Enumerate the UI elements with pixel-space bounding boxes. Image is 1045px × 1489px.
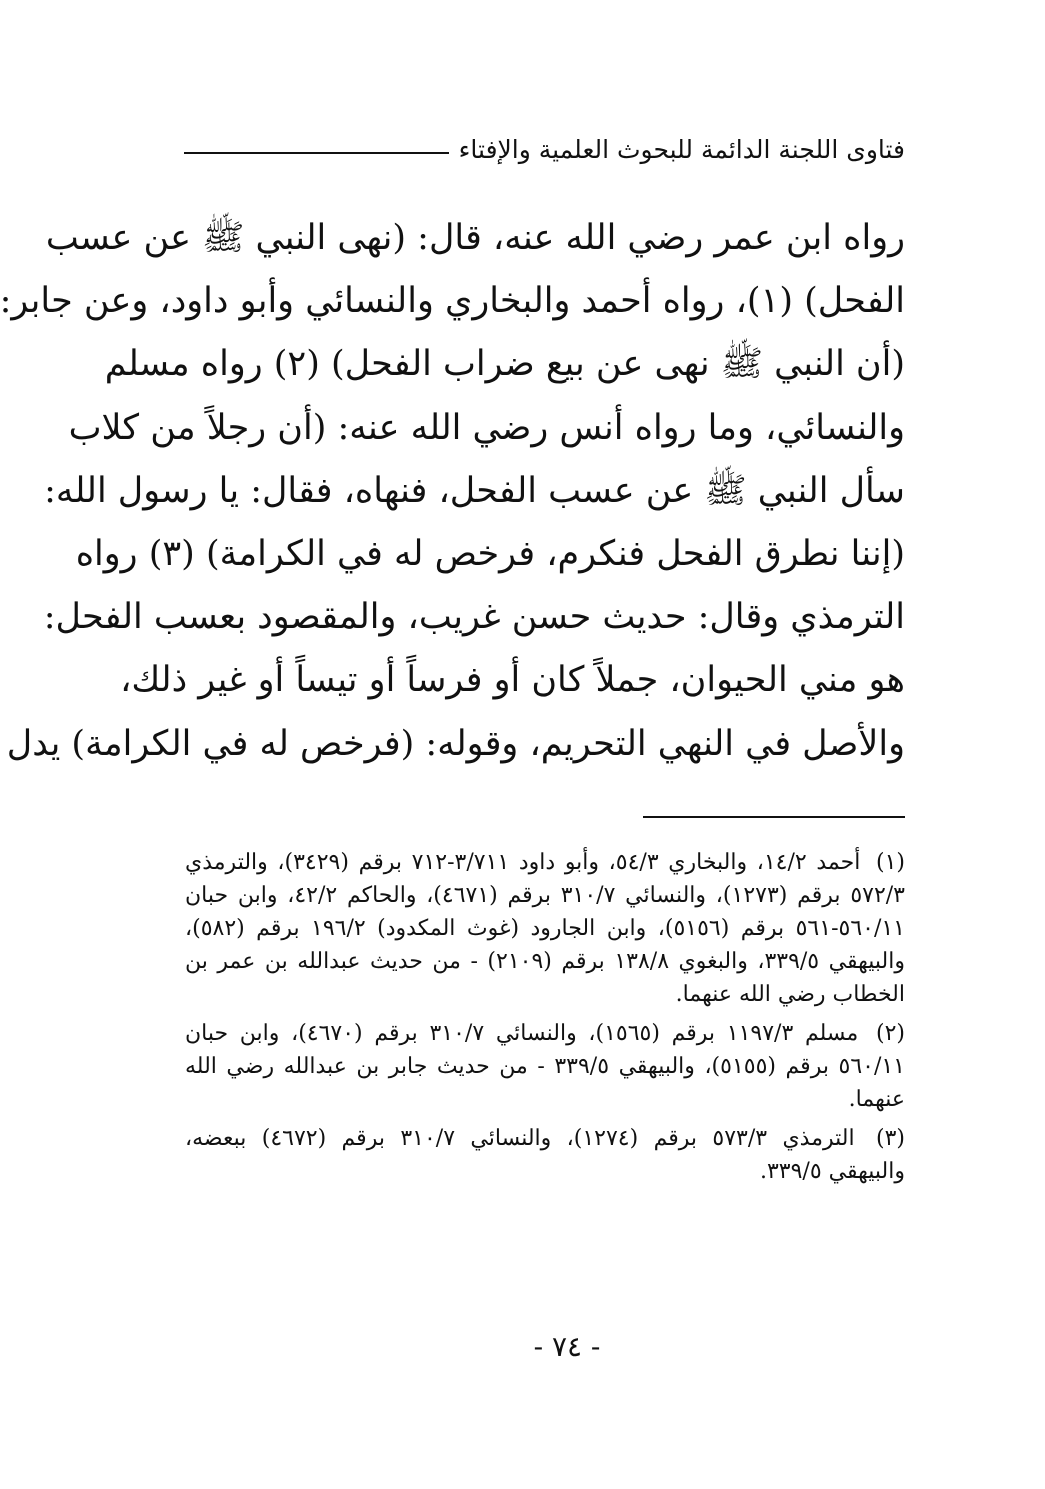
footnotes [185,846,905,1188]
body-line: والأصل في النهي التحريم، وقوله: (فرخص له في الكرامة) يدل [6,723,905,764]
body-line: رواه ابن عمر رضي الله عنه، قال: (نهى النبي ﷺ عن عسب [45,218,905,258]
body-text [0,207,905,776]
footnote-text: أحمد ١٤/٢، والبخاري ٥٤/٣، وأبو داود ٣/٧١١-٧١٢ برقم (٣٤٢٩)، والترمذي ٥٧٢/٣ برقم (١٢٧٣)، والنسائي ٣١٠/٧ برقم (٤٦٧١)، والحاكم ٤٢/٢، وابن حبان ٥٦٠/١١-٥٦١ برقم (٥١٥٦)، وابن الجارود (غوث المكدود) ١٩٦/٢ برقم (٥٨٢)، والبيهقي ٣٣٩/٥، والبغوي ١٣٨/٨ برقم (٢١٠٩) - من حديث عبدالله بن عمر بن الخطاب رضي الله عنهما. [185,850,905,1007]
footnote-number: (٢) [876,1021,906,1046]
footnote-1 [185,846,905,1011]
footnote-number: (٣) [875,1126,905,1151]
body-line: الفحل) (١)، رواه أحمد والبخاري والنسائي وأبو داود، وعن جابر: [0,281,905,322]
body-line: سأل النبي ﷺ عن عسب الفحل، فنهاه، فقال: يا رسول الله: [44,470,905,511]
body-line: (إننا نطرق الفحل فنكرم، فرخص له في الكرامة) (٣) رواه [75,533,905,574]
footnote-2 [185,1017,905,1116]
footnote-text: الترمذي ٥٧٣/٣ برقم (١٢٧٤)، والنسائي ٣١٠/٧ برقم (٤٦٧٢) ببعضه، والبيهقي ٣٣٩/٥. [185,1126,905,1184]
page-number: - ٧٤ - [533,1330,601,1363]
header-title: فتاوى اللجنة الدائمة للبحوث العلمية والإفتاء [458,135,905,165]
body-line: والنسائي، وما رواه أنس رضي الله عنه: (أن رجلاً من كلاب [68,407,905,448]
header-rule [184,152,449,154]
body-line: الترمذي وقال: حديث حسن غريب، والمقصود بعسب الفحل: [43,597,905,638]
body-line: هو مني الحيوان، جملاً كان أو فرساً أو تيساً أو غير ذلك، [120,660,905,701]
running-header [184,128,905,172]
footnote-3 [185,1122,905,1188]
body-line: (أن النبي ﷺ نهى عن بيع ضراب الفحل) (٢) رواه مسلم [104,344,905,385]
footnote-text: مسلم ١١٩٧/٣ برقم (١٥٦٥)، والنسائي ٣١٠/٧ برقم (٤٦٧٠)، وابن حبان ٥٦٠/١١ برقم (٥١٥٥)، والبيهقي ٣٣٩/٥ - من حديث جابر بن عبدالله رضي الله عنهما. [185,1021,905,1112]
footnote-number: (١) [876,850,906,875]
footnote-separator [643,816,905,818]
